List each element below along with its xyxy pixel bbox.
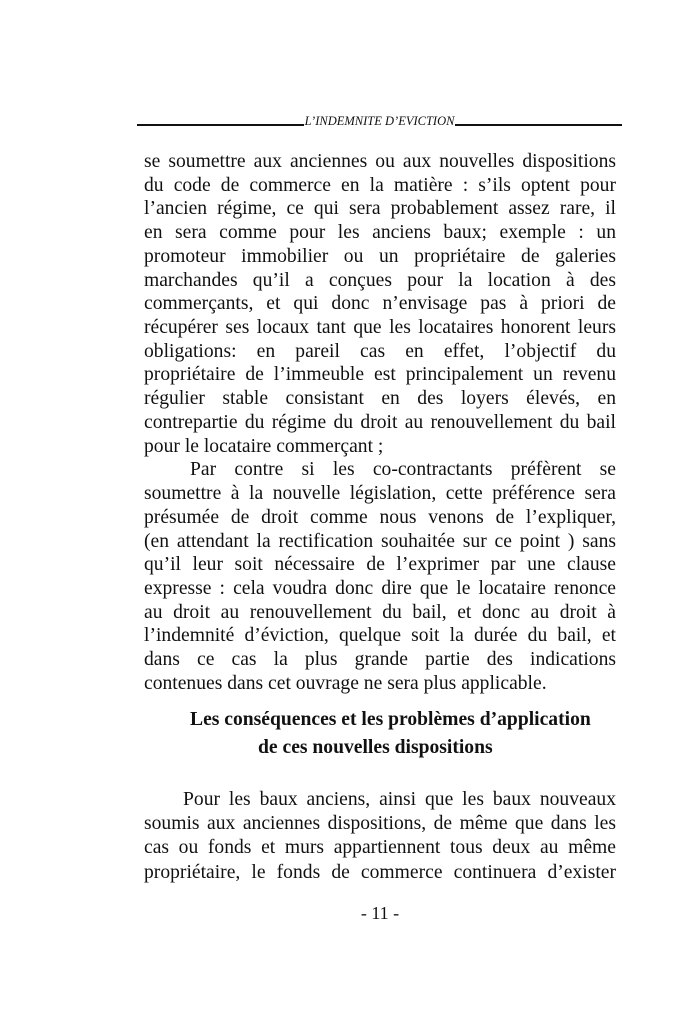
text-line: Pour les baux anciens, ainsi que les baux nouveaux <box>183 789 616 810</box>
text-line: cas ou fonds et murs appartiennent tous deux au même <box>144 837 616 859</box>
running-header <box>137 112 622 128</box>
text-line: soumettre à la nouvelle législation, cette préférence sera <box>144 483 616 505</box>
running-title: L’INDEMNITE D’EVICTION <box>304 114 455 128</box>
page-number: - 11 - <box>360 903 400 923</box>
text-line: se soumettre aux anciennes ou aux nouvelles dispositions <box>144 151 616 172</box>
header-rule-left <box>137 124 304 126</box>
text-line: propriétaire, le fonds de commerce continuera d’exister <box>144 861 616 883</box>
text-line: l’indemnité d’éviction, quelque soit la durée du bail, et <box>144 625 616 647</box>
text-line: pour le locataire commerçant ; <box>144 435 384 457</box>
text-line: récupérer ses locaux tant que les locataires honorent leurs <box>144 317 616 339</box>
text-line: l’ancien régime, ce qui sera probablement assez rare, il <box>144 198 616 220</box>
text-line: promoteur immobilier ou un propriétaire de galeries <box>144 245 616 267</box>
text-line: (en attendant la rectification souhaitée sur ce point ) sans <box>144 530 616 552</box>
text-line: qu’il leur soit nécessaire de l’exprimer par une clause <box>144 554 616 576</box>
text-line: en sera comme pour les anciens baux; exemple : un <box>144 222 616 244</box>
text-line: commerçants, et qui donc n’envisage pas à priori de <box>144 293 616 315</box>
text-line: régulier stable consistant en des loyers élevés, en <box>144 388 616 410</box>
text-line: expresse : cela voudra donc dire que le locataire renonce <box>144 578 616 599</box>
text-line: présumée de droit comme nous venons de l’expliquer, <box>144 506 616 528</box>
text-line: soumis aux anciennes dispositions, de même que dans les <box>144 813 616 835</box>
text-line: du code de commerce en la matière : s’ils optent pour <box>144 174 616 196</box>
header-rule-right <box>455 124 622 126</box>
text-line: au droit au renouvellement du bail, et donc au droit à <box>144 601 616 623</box>
text-line: propriétaire de l’immeuble est principalement un revenu <box>144 364 616 386</box>
text-line: contrepartie du régime du droit au renouvellement du bail <box>144 411 616 433</box>
text-line: contenues dans cet ouvrage ne sera plus applicable. <box>144 672 547 694</box>
text-line: obligations: en pareil cas en effet, l’objectif du <box>144 340 616 362</box>
section-heading-line-2: de ces nouvelles dispositions <box>258 737 493 758</box>
section-heading-line-1: Les conséquences et les problèmes d’application <box>190 709 591 730</box>
text-line: marchandes qu’il a conçues pour la location à des <box>144 269 616 291</box>
text-line: dans ce cas la plus grande partie des indications <box>144 649 616 671</box>
text-line: Par contre si les co-contractants préfèrent se <box>190 459 616 481</box>
